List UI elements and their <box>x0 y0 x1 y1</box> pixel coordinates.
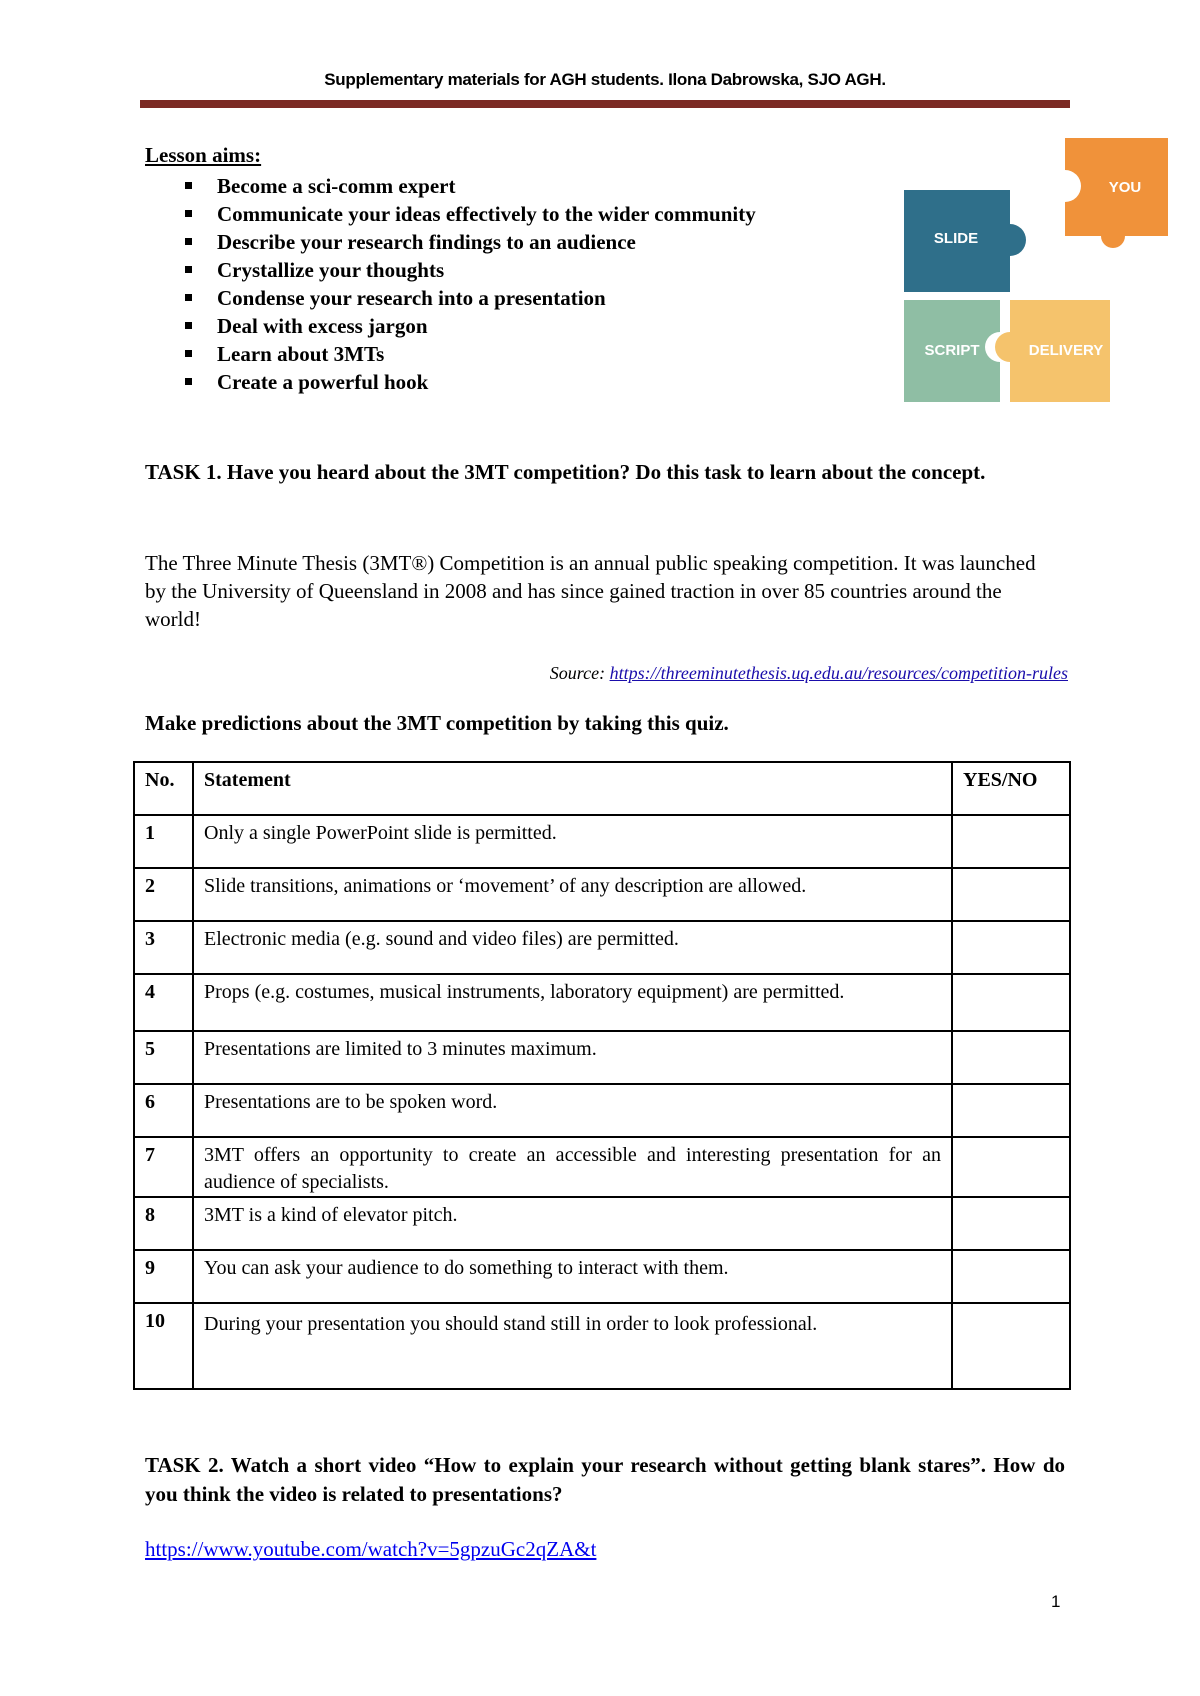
table-row <box>134 1031 1070 1084</box>
row-number: 8 <box>134 1197 193 1250</box>
table-row <box>134 1250 1070 1303</box>
quiz-table <box>133 761 1071 1390</box>
puzzle-label-slide: SLIDE <box>933 230 979 247</box>
row-answer-cell[interactable] <box>952 1303 1070 1389</box>
source-label: Source: <box>549 663 606 683</box>
puzzle-graphic <box>900 136 1170 406</box>
lesson-aims-list <box>145 172 756 396</box>
row-statement: Only a single PowerPoint slide is permitted. <box>193 815 952 868</box>
row-answer-cell[interactable] <box>952 1137 1070 1197</box>
aim-item: Describe your research findings to an audience <box>145 228 756 256</box>
aim-item: Condense your research into a presentation <box>145 284 756 312</box>
row-answer-cell[interactable] <box>952 974 1070 1031</box>
task1-paragraph: The Three Minute Thesis (3MT®) Competition is an annual public speaking competition. It was launched by the University of Queensland in 2008 and has since gained traction in over 85 countries around the world! <box>145 551 1036 631</box>
square-bullet-icon <box>185 294 192 301</box>
row-number: 6 <box>134 1084 193 1137</box>
puzzle-label-script: SCRIPT <box>924 342 980 359</box>
predictions-instruction: Make predictions about the 3MT competition by taking this quiz. <box>145 711 729 735</box>
puzzle-label-you: YOU <box>1108 179 1142 196</box>
source-link[interactable]: https://threeminutethesis.uq.edu.au/resources/competition-rules <box>609 663 1068 683</box>
aim-item: Become a sci-comm expert <box>145 172 756 200</box>
video-link[interactable]: https://www.youtube.com/watch?v=5gpzuGc2qZA&t <box>145 1537 597 1561</box>
task1-heading: TASK 1. Have you heard about the 3MT competition? Do this task to learn about the concept. <box>145 460 986 484</box>
square-bullet-icon <box>185 350 192 357</box>
row-answer-cell[interactable] <box>952 1031 1070 1084</box>
square-bullet-icon <box>185 378 192 385</box>
aim-item: Crystallize your thoughts <box>145 256 756 284</box>
table-row <box>134 1084 1070 1137</box>
aim-item: Communicate your ideas effectively to the wider community <box>145 200 756 228</box>
header-statement: Statement <box>193 762 952 815</box>
row-statement: 3MT offers an opportunity to create an accessible and interesting presentation for an audience of specialists. <box>193 1137 952 1197</box>
row-statement: Electronic media (e.g. sound and video files) are permitted. <box>193 921 952 974</box>
row-number: 4 <box>134 974 193 1031</box>
row-answer-cell[interactable] <box>952 921 1070 974</box>
row-number: 9 <box>134 1250 193 1303</box>
row-statement: Presentations are limited to 3 minutes maximum. <box>193 1031 952 1084</box>
table-row <box>134 1137 1070 1197</box>
row-statement: You can ask your audience to do something to interact with them. <box>193 1250 952 1303</box>
row-statement: During your presentation you should stand still in order to look professional. <box>193 1303 952 1389</box>
source-line <box>145 663 1068 684</box>
puzzle-label-delivery: DELIVERY <box>1028 342 1104 359</box>
table-row <box>134 1303 1070 1389</box>
table-row <box>134 921 1070 974</box>
video-line <box>145 1537 596 1562</box>
square-bullet-icon <box>185 210 192 217</box>
table-header-row <box>134 762 1070 815</box>
row-statement: Props (e.g. costumes, musical instruments, laboratory equipment) are permitted. <box>193 974 952 1031</box>
row-answer-cell[interactable] <box>952 1250 1070 1303</box>
row-statement: 3MT is a kind of elevator pitch. <box>193 1197 952 1250</box>
task2-heading: TASK 2. Watch a short video “How to explain your research without getting blank stares”. How do you think the video is related to presentations? <box>145 1453 1065 1506</box>
row-answer-cell[interactable] <box>952 868 1070 921</box>
row-number: 1 <box>134 815 193 868</box>
table-row <box>134 815 1070 868</box>
row-answer-cell[interactable] <box>952 815 1070 868</box>
row-number: 10 <box>134 1303 193 1389</box>
header-no: No. <box>134 762 193 815</box>
table-row <box>134 974 1070 1031</box>
row-number: 5 <box>134 1031 193 1084</box>
header-yes-no: YES/NO <box>952 762 1070 815</box>
aim-item: Create a powerful hook <box>145 368 756 396</box>
page-header: Supplementary materials for AGH students. Ilona Dabrowska, SJO AGH. <box>324 70 886 89</box>
header-rule <box>140 100 1070 108</box>
row-statement: Slide transitions, animations or ‘movement’ of any description are allowed. <box>193 868 952 921</box>
row-statement: Presentations are to be spoken word. <box>193 1084 952 1137</box>
square-bullet-icon <box>185 266 192 273</box>
square-bullet-icon <box>185 238 192 245</box>
row-number: 2 <box>134 868 193 921</box>
row-answer-cell[interactable] <box>952 1197 1070 1250</box>
square-bullet-icon <box>185 182 192 189</box>
row-number: 3 <box>134 921 193 974</box>
table-row <box>134 1197 1070 1250</box>
row-answer-cell[interactable] <box>952 1084 1070 1137</box>
table-row <box>134 868 1070 921</box>
lesson-aims-title: Lesson aims: <box>145 143 262 167</box>
aim-item: Deal with excess jargon <box>145 312 756 340</box>
row-number: 7 <box>134 1137 193 1197</box>
square-bullet-icon <box>185 322 192 329</box>
page-number: 1 <box>1051 1592 1061 1611</box>
aim-item: Learn about 3MTs <box>145 340 756 368</box>
